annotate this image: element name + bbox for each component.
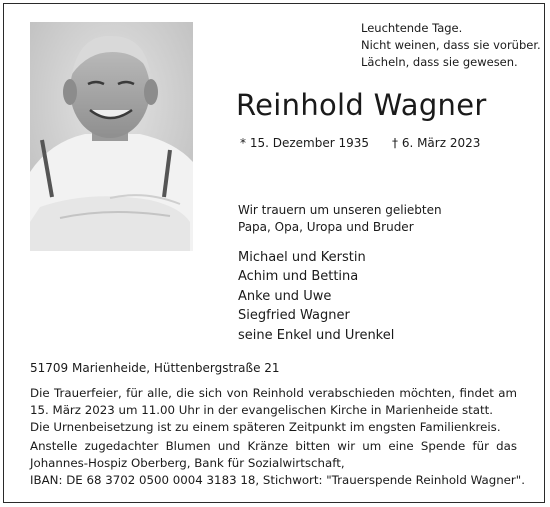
donation-info	[30, 438, 525, 489]
funeral-line: Die Urnenbeisetzung ist zu einem späteren Zeitpunkt im engsten Familienkreis.	[30, 420, 501, 434]
mourning-text	[238, 202, 442, 236]
family-member: Siegfried Wagner	[238, 308, 350, 324]
family-member: Achim und Bettina	[238, 269, 359, 285]
donation-line: Anstelle zugedachter Blumen und Kränze bitten wir um eine Spende für das	[30, 439, 517, 453]
donation-line: Johannes-Hospiz Oberberg, Bank für Sozialwirtschaft,	[30, 456, 345, 470]
quote	[361, 20, 541, 71]
portrait-photo	[30, 22, 193, 251]
funeral-line: 15. März 2023 um 11.00 Uhr in der evangelischen Kirche in Marienheide statt.	[30, 403, 493, 417]
quote-line: Nicht weinen, dass sie vorüber.	[361, 38, 541, 52]
deceased-name: Reinhold Wagner	[236, 88, 487, 122]
quote-line: Lächeln, dass sie gewesen.	[361, 55, 518, 69]
family-member: Anke und Uwe	[238, 288, 332, 304]
mourning-line: Wir trauern um unseren geliebten	[238, 203, 442, 217]
quote-line: Leuchtende Tage.	[361, 21, 463, 35]
donation-line: IBAN: DE 68 3702 0500 0004 3183 18, Stichwort: "Trauerspende Reinhold Wagner".	[30, 473, 525, 487]
funeral-info	[30, 385, 517, 436]
funeral-line: Die Trauerfeier, für alle, die sich von Reinhold verabschieden möchten, findet am	[30, 386, 517, 400]
family-list	[238, 248, 394, 345]
family-member: seine Enkel und Urenkel	[238, 327, 395, 343]
birth-date: * 15. Dezember 1935	[240, 136, 369, 150]
family-member: Michael und Kerstin	[238, 250, 366, 265]
mourning-line: Papa, Opa, Uropa und Bruder	[238, 220, 414, 234]
family-address: 51709 Marienheide, Hüttenbergstraße 21	[30, 361, 280, 375]
death-date: † 6. März 2023	[392, 136, 481, 150]
portrait-photo-drawing	[30, 22, 193, 251]
